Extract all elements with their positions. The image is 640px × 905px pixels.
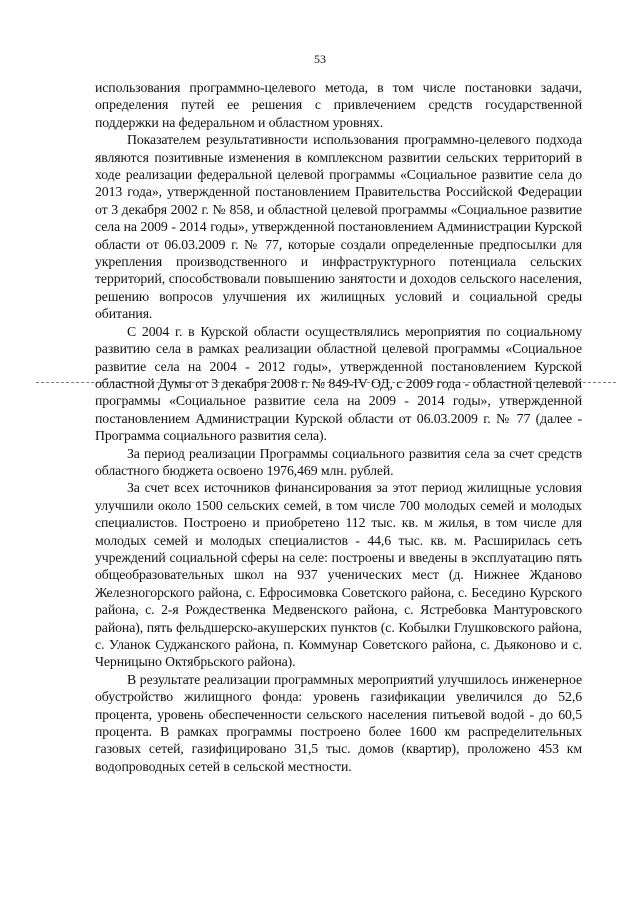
- paragraph-continuation: использования программно-целевого метода, в том числе постановки задачи, определения путей ее решения с привлечением средств государственной поддержки на федеральном и областном уровнях.: [95, 80, 582, 130]
- paragraph-program-effectiveness: Показателем результативности использования программно-целевого подхода являются позитивные изменения в комплексном развитии сельских территорий в ходе реализации федеральной целевой программы «Социальное развитие села до 2013 года», утвержденной постановлением Правительства Российской Федерации от 3 декабря 2002 г. № 858, и областной целевой программы «Социальное развитие села на 2009 - 2014 годы», утвержденной постановлением Администрации Курской области от 06.03.2009 г. № 77, которые создали определенные предпосылки для укрепления производственного и инфраструктурного потенциала сельских территорий, способствовали повышению занятости и доходов сельского населения, решению вопросов улучшения их жилищных условий и социальной среды обитания.: [95, 132, 582, 322]
- paragraph-regional-budget: За период реализации Программы социального развития села за счет средств областного бюджета освоено 1976,469 млн. рублей.: [95, 445, 582, 478]
- paragraph-housing-and-social: За счет всех источников финансирования за этот период жилищные условия улучшили около 1500 сельских семей, в том числе 700 молодых семей и молодых специалистов. Построено и приобретено 112 тыс. кв. м жилья, в том числе для молодых семей и молодых специалистов - 44,6 тыс. кв. м. Расширилась сеть учреждений социальной сферы на селе: построены и введены в эксплуатацию пять общеобразовательных школ на 937 ученических мест (д. Нижнее Жданово Железногорского района, с. Ефросимовка Советского района, с. Беседино Курского района, с. 2-я Рождественка Медвенского района, с. Ястребовка Мантуровского района), пять фельдшерско-акушерских пунктов (с. Кобылки Глушковского района, с. Уланок Суджанского района, п. Коммунар Советского района, с. Дьяконово и с. Черницыно Октябрьского района).: [95, 480, 582, 670]
- page-number: 53: [314, 52, 326, 66]
- paragraph-engineering-infrastructure: В результате реализации программных мероприятий улучшилось инженерное обустройство жилищного фонда: уровень газификации увеличился до 52,6 процента, уровень обеспеченности сельского населения питьевой водой - до 60,5 процента. В рамках программы построено более 1600 км распределительных газовых сетей, газифицировано 31,5 тыс. домов (квартир), проложено 453 км водопроводных сетей в сельской местности.: [95, 671, 582, 774]
- paragraph-kursk-activities: С 2004 г. в Курской области осуществлялись мероприятия по социальному развитию села в рамках реализации областной целевой программы «Социальное развитие села на 2004 - 2012 годы», утвержденной постановлением Курской областной Думы от 3 декабря 2008 г. № 849-IV ОД, с 2009 года - областной целевой программы «Социальное развитие села на 2009 - 2014 годы», утвержденной постановлением Администрации Курской области от 06.03.2009 г. № 77 (далее - Программа социального развития села).: [95, 323, 582, 444]
- body-text: [95, 79, 582, 775]
